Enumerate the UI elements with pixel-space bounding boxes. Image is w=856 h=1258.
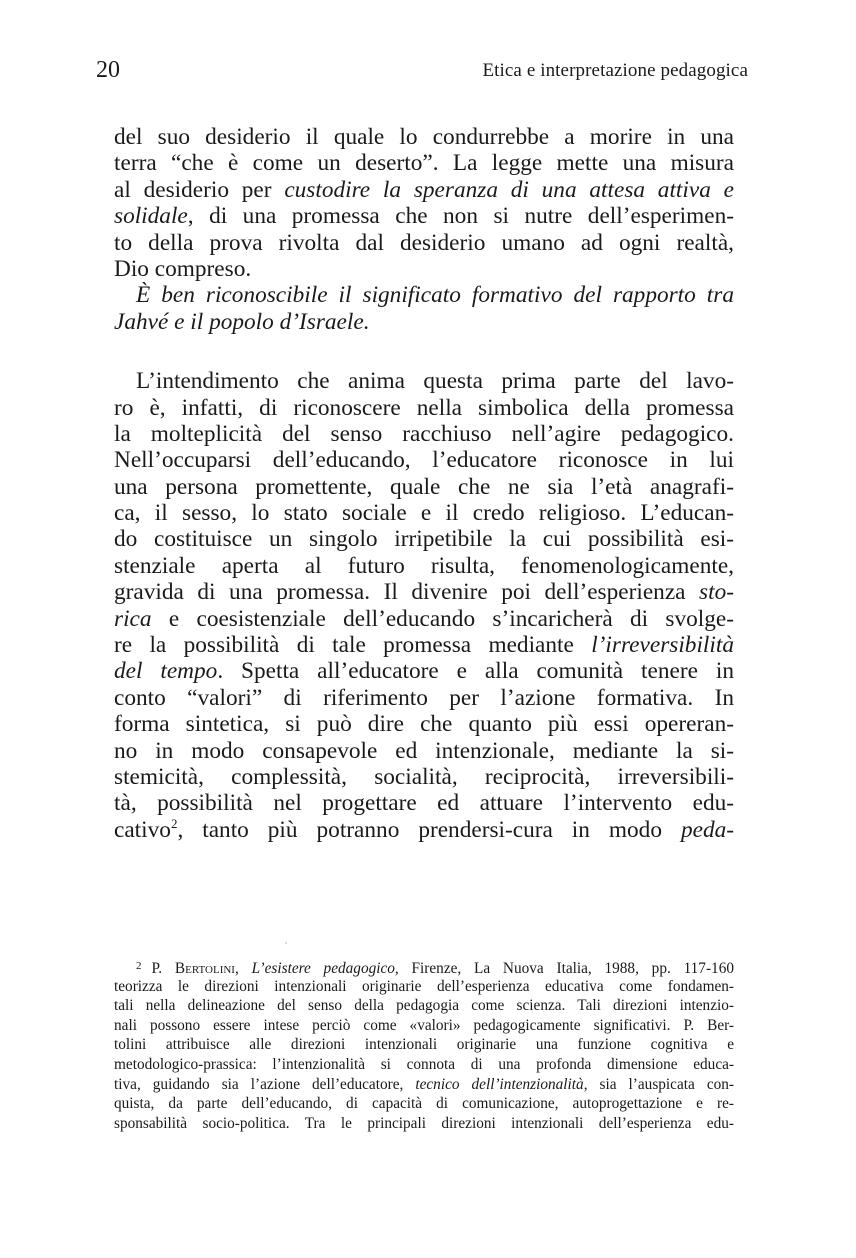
text-line: re la possibilità di tale promessa mediante l’irreversibilità [114,632,734,659]
emphasis: l’irreversibilità [591,632,734,659]
text-line: Dio compreso. [114,255,252,282]
emphasis: tecnico dell’intenzionalità [415,1075,584,1093]
emphasis: È ben riconoscibile il significato formativo del rapporto tra [136,282,734,309]
footnote-line: $^2$ P. Bertolini, L’esistere pedagogico, Firenze, La Nuova Italia, 1988, pp. 117-160 [136,960,734,977]
text-line: no in modo consapevole ed intenzionale, mediante la si- [114,737,734,764]
text-line: terra “che è come un deserto”. La legge mette una misura [114,150,734,177]
text-line: del suo desiderio il quale lo condurrebbe a morire in una [114,124,734,150]
emphasis: custodire la speranza di una attesa attiva e [284,176,734,203]
text-line: gravida di una promessa. Il divenire poi dell’esperienza sto- [114,579,734,606]
text-line [114,309,734,335]
text-line: la molteplicità del senso racchiuso nell’agire pedagogico. [114,420,734,447]
text-line [114,282,734,308]
footnote-line: sponsabilità socio-politica. Tra le principali direzioni intenzionali dell’esperienza edu- [114,1114,734,1132]
page-number: 20 [96,57,120,83]
running-title: Etica e interpretazione pedagogica [482,60,748,81]
paragraph-2 [114,282,734,335]
emphasis: peda- [680,816,734,843]
text-line: tà, possibilità nel progettare ed attuare l’intervento edu- [114,790,734,817]
emphasis: sto- [699,579,734,606]
text-line: ro è, infatti, di riconoscere nella simbolica della promessa [114,394,734,421]
text-line: una persona promettente, quale che ne sia l’età anagrafi- [114,473,734,500]
text-line: rica e coesistenziale dell’educando s’incaricherà di svolge- [114,605,734,632]
emphasis: Jahvé e il popolo d’Israele. [114,308,370,335]
text-line: al desiderio per custodire la speranza di una attesa attiva e [114,176,734,203]
text-line: del tempo. Spetta all’educatore e alla comunità tenere in [114,658,734,685]
text-line: stenziale aperta al futuro risulta, fenomenologicamente, [114,552,734,579]
paragraph-1 [114,124,734,282]
text-line: L’intendimento che anima questa prima parte del lavo- [136,368,734,395]
emphasis: del tempo [114,658,218,685]
text-line: do costituisce un singolo irripetibile la cui possibilità esi- [114,526,734,553]
paragraph-gap [114,335,734,368]
paragraph-3 [114,368,734,843]
footnote-line: metodologico-prassica: l’intenzionalità si connota di una profonda dimensione educa- [114,1055,734,1073]
emphasis: rica [114,605,152,632]
book-title: L’esistere pedagogico, [251,960,399,977]
footnote-line: quista, da parte dell’educando, di capacità di comunicazione, autoprogettazione e re- [114,1095,734,1113]
text-line: ca, il sesso, lo stato sociale e il credo religioso. L’educan- [114,500,734,527]
text-line: conto “valori” di riferimento per l’azione formativa. In [114,684,734,711]
author-name: Bertolini [174,960,235,977]
text-line: forma sintetica, si può dire che quanto più essi opereran- [114,711,734,738]
emphasis: solidale [114,203,188,230]
text-line: solidale, di una promessa che non si nutre dell’esperimen- [114,203,734,230]
footnote-marker: 2 [136,960,142,972]
footnote-line: tiva, guidando sia l’azione dell’educatore, tecnico dell’intenzionalità, sia l’auspicata con- [114,1075,735,1093]
text-line: to della prova rivolta dal desiderio umano ad ogni realtà, [114,229,734,256]
body-text [114,124,734,843]
running-head [96,57,748,87]
text-line: stemicità, complessità, socialità, reciprocità, irreversibili- [114,763,734,790]
text-line: cativo$^2$, tanto più potranno prendersi-cura in modo peda- [114,815,734,843]
text-line: Nell’occuparsi dell’educando, l’educatore riconosce in lui [114,447,734,474]
footnote-line: tali nella delineazione del senso della pedagogia come scienza. Tali direzioni intenzio- [114,997,734,1015]
footnote-line: nali possono essere intese perciò come «valori» pedagogicamente significativi. P. Ber- [114,1016,734,1034]
footnote-line: tolini attribuisce alle direzioni intenzionali originarie una funzione cognitiva e [114,1036,734,1054]
footnote-reference[interactable]: 2 [170,815,178,831]
footnote-line: teorizza le direzioni intenzionali originarie dell’esperienza educativa come fondamen- [114,977,734,995]
footnote-2 [114,957,734,1133]
scan-speck [285,942,287,944]
